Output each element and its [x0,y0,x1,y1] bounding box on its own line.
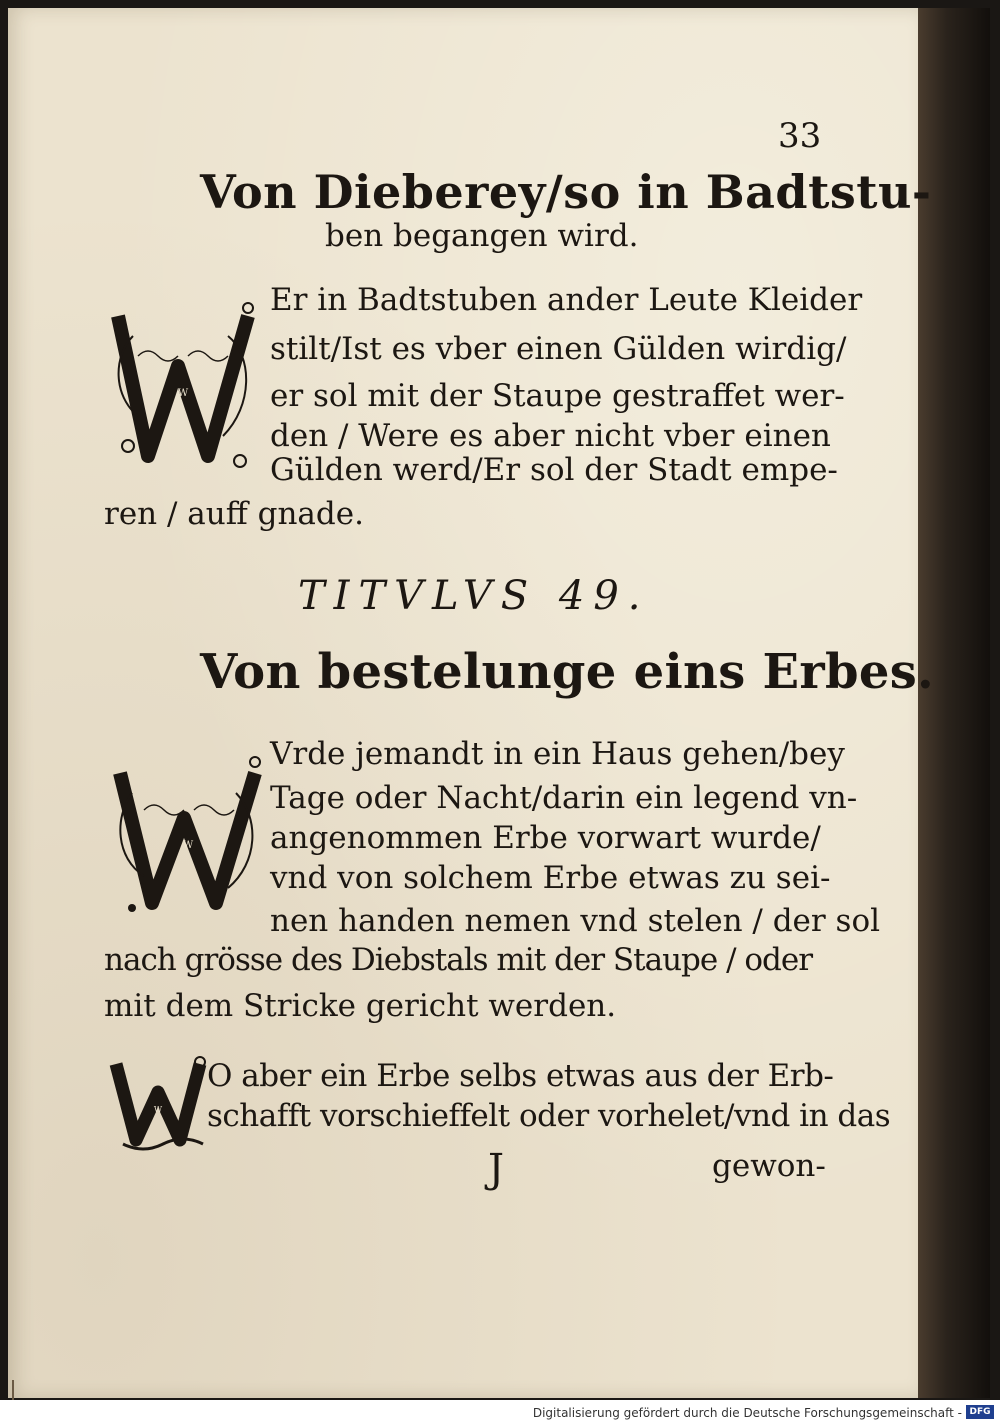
section2-line-7: mit dem Stricke gericht werden. [104,988,617,1024]
section2-line-3: angenommen Erbe vorwart wurde/ [270,820,821,856]
section1-line-2: stilt/Ist es vber einen Gülden wirdig/ [270,331,847,367]
section2-line-5: nen handen nemen vnd stelen / der sol [270,903,881,939]
dropcap-w-ornament-1 [108,296,258,476]
section1-line-4: den / Were es aber nicht vber einen [270,418,831,454]
section1-line-5: Gülden werd/Er sol der Stadt empe- [270,452,838,488]
section2-line-1: Vrde jemandt in ein Haus gehen/bey [270,736,845,772]
section1-line-1: Er in Badtstuben ander Leute Kleider [270,282,863,318]
section2-line-4: vnd von solchem Erbe etwas zu sei- [270,860,831,896]
catchword: gewon- [712,1148,826,1184]
section3-line-2: schafft vorschieffelt oder vorhelet/vnd in das [207,1098,891,1134]
footer-credit: Digitalisierung gefördert durch die Deutsche Forschungsgemeinschaft - [532,1406,962,1420]
dfg-logo: DFG [966,1405,994,1419]
section2-heading: Von bestelunge eins Erbes. [200,644,935,700]
titulus-heading: TITVLVS 49. [298,573,650,619]
dropcap-letter-3: W [153,1105,163,1114]
section1-line-3: er sol mit der Staupe gestraffet wer- [270,378,845,414]
section3-line-1: O aber ein Erbe selbs etwas aus der Erb- [207,1058,834,1094]
binding-mark [12,1380,32,1400]
signature-mark: J [488,1146,505,1192]
page-number: 33 [778,116,822,156]
dropcap-w-ornament-3 [108,1052,208,1152]
section1-heading-line1: Von Dieberey/so in Badtstu- [200,165,932,219]
dropcap-w-ornament-2 [110,748,265,923]
dropcap-letter-2: W [182,840,194,851]
section2-line-2: Tage oder Nacht/darin ein legend vn- [270,780,858,816]
section2-line-6: nach grösse des Diebstals mit der Staupe / oder [104,942,813,978]
section1-heading-line2: ben begangen wird. [325,218,639,254]
dropcap-letter-1: W [177,388,189,399]
section1-line-6: ren / auff gnade. [104,496,364,532]
